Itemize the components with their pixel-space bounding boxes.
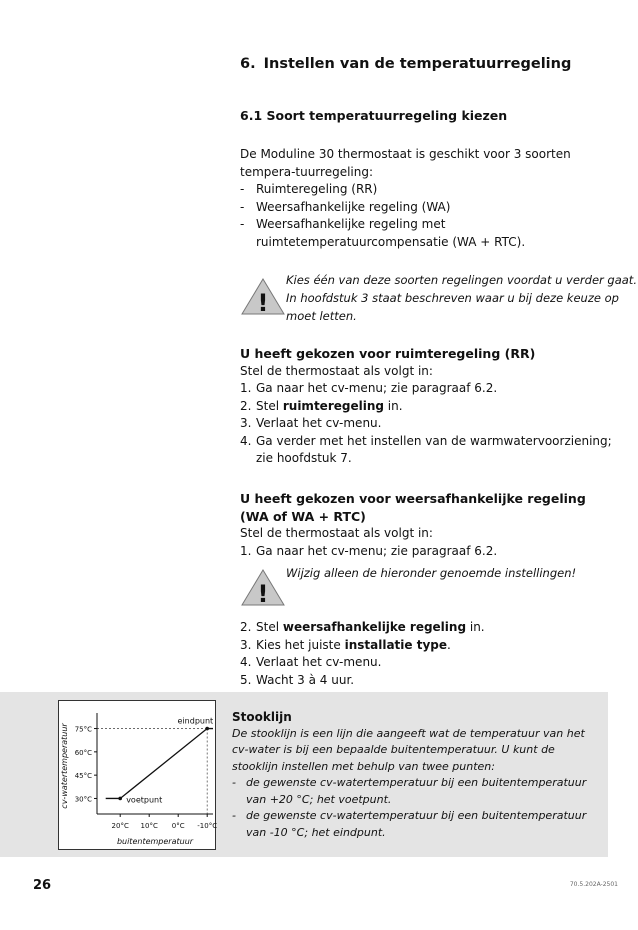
warning-icon	[240, 567, 286, 607]
page-number: 26	[33, 878, 52, 893]
subsection-heading: 6.1 Soort temperatuurregeling kiezen	[240, 108, 508, 123]
document-id: 70.5.202A-2501	[569, 881, 618, 888]
x-tick-label: 20°C	[111, 822, 129, 830]
y-tick-label: 60°C	[74, 748, 92, 757]
warning-line: Wijzig alleen de hieronder genoemde instellingen!	[286, 566, 577, 580]
voetpunt-marker	[118, 797, 122, 801]
list-item: 5. Wacht 3 à 4 uur.	[240, 672, 355, 687]
y-ticks	[75, 726, 97, 804]
stooklijn-chart	[59, 701, 218, 849]
wa-title: U heeft gekozen voor weersafhankelijke regeling	[240, 491, 586, 506]
list-item: 2. Stel ruimteregeling in.	[240, 398, 403, 413]
warning-line: Kies één van deze soorten regelingen voordat u verder gaat.	[286, 273, 637, 287]
x-tick-label: 0°C	[171, 822, 185, 830]
y-tick-label: 30°C	[74, 795, 92, 804]
wa-block	[240, 490, 612, 560]
warning-note	[240, 272, 637, 328]
y-tick-label: 45°C	[74, 772, 92, 781]
intro-text: De Moduline 30 thermostaat is geschikt voor 3 soorten tempera-tuurregeling:	[240, 147, 571, 179]
list-item: 4. Ga verder met het instellen van de warmwatervoorziening; zie hoofdstuk 7.	[240, 433, 612, 465]
x-ticks	[112, 814, 218, 830]
list-item: - de gewenste cv-watertemperatuur bij een buitentemperatuur van -10 °C; het eindpunt.	[232, 809, 587, 839]
rr-block	[240, 345, 612, 468]
y-tick-label: 75°C	[74, 725, 92, 734]
list-item: 3. Kies het juiste installatie type.	[240, 637, 451, 652]
y-axis-label: cv-watertemperatuur	[60, 723, 69, 809]
list-item: - de gewenste cv-watertemperatuur bij een buitentemperatuur van +20 °C; het voetpunt.	[232, 776, 587, 806]
regeling-list	[240, 181, 612, 251]
warning-icon	[240, 276, 286, 316]
x-tick-label: -10°C	[197, 822, 218, 830]
rr-steps	[240, 380, 612, 468]
wa-steps	[240, 619, 612, 689]
stooklijn-line	[106, 729, 213, 799]
rr-title: U heeft gekozen voor ruimteregeling (RR)	[240, 346, 536, 361]
section-heading: 6. Instellen van de temperatuurregeling	[240, 56, 572, 72]
eindpunt-marker	[205, 727, 209, 731]
list-item: 1. Ga naar het cv-menu; zie paragraaf 6.2.	[240, 381, 498, 395]
list-item: - Weersafhankelijke regeling (WA)	[240, 199, 451, 214]
warning-line: In hoofdstuk 3 staat beschreven waar u bij deze keuze op	[286, 291, 619, 305]
list-item: 3. Verlaat het cv-menu.	[240, 416, 382, 430]
voetpunt-label: voetpunt	[126, 795, 163, 805]
x-axis-label: buitentemperatuur	[116, 837, 194, 846]
svg-text:!: !	[257, 289, 269, 317]
list-item: 2. Stel weersafhankelijke regeling in.	[240, 620, 485, 634]
eindpunt-label: eindpunt	[177, 716, 214, 726]
wa-title-2: (WA of WA + RTC)	[240, 508, 366, 524]
chart-annotations	[118, 717, 213, 805]
warning-line: moet letten.	[286, 309, 357, 323]
list-item: - Weersafhankelijke regeling met ruimtetemperatuurcompensatie (WA + RTC).	[240, 217, 526, 249]
stooklijn-chart-panel	[58, 700, 216, 850]
x-tick-label: 10°C	[140, 822, 158, 830]
list-item: 4. Verlaat het cv-menu.	[240, 655, 382, 669]
wa-lead: Stel de thermostaat als volgt in:	[240, 526, 433, 540]
stooklijn-text	[232, 709, 602, 841]
stooklijn-description: De stooklijn is een lijn die aangeeft wat de temperatuur van het cv-water is bij een bepaalde buitentemperatuur. U kunt de stooklijn instellen met behulp van twee punten:	[232, 726, 585, 773]
warning-note-2	[240, 563, 612, 611]
list-item: - Ruimteregeling (RR)	[240, 182, 378, 196]
rr-lead: Stel de thermostaat als volgt in:	[240, 363, 433, 378]
svg-text:!: !	[257, 580, 269, 608]
stooklijn-title: Stooklijn	[232, 710, 292, 724]
list-item: 1. Ga naar het cv-menu; zie paragraaf 6.2.	[240, 543, 498, 558]
intro-block	[240, 146, 612, 251]
